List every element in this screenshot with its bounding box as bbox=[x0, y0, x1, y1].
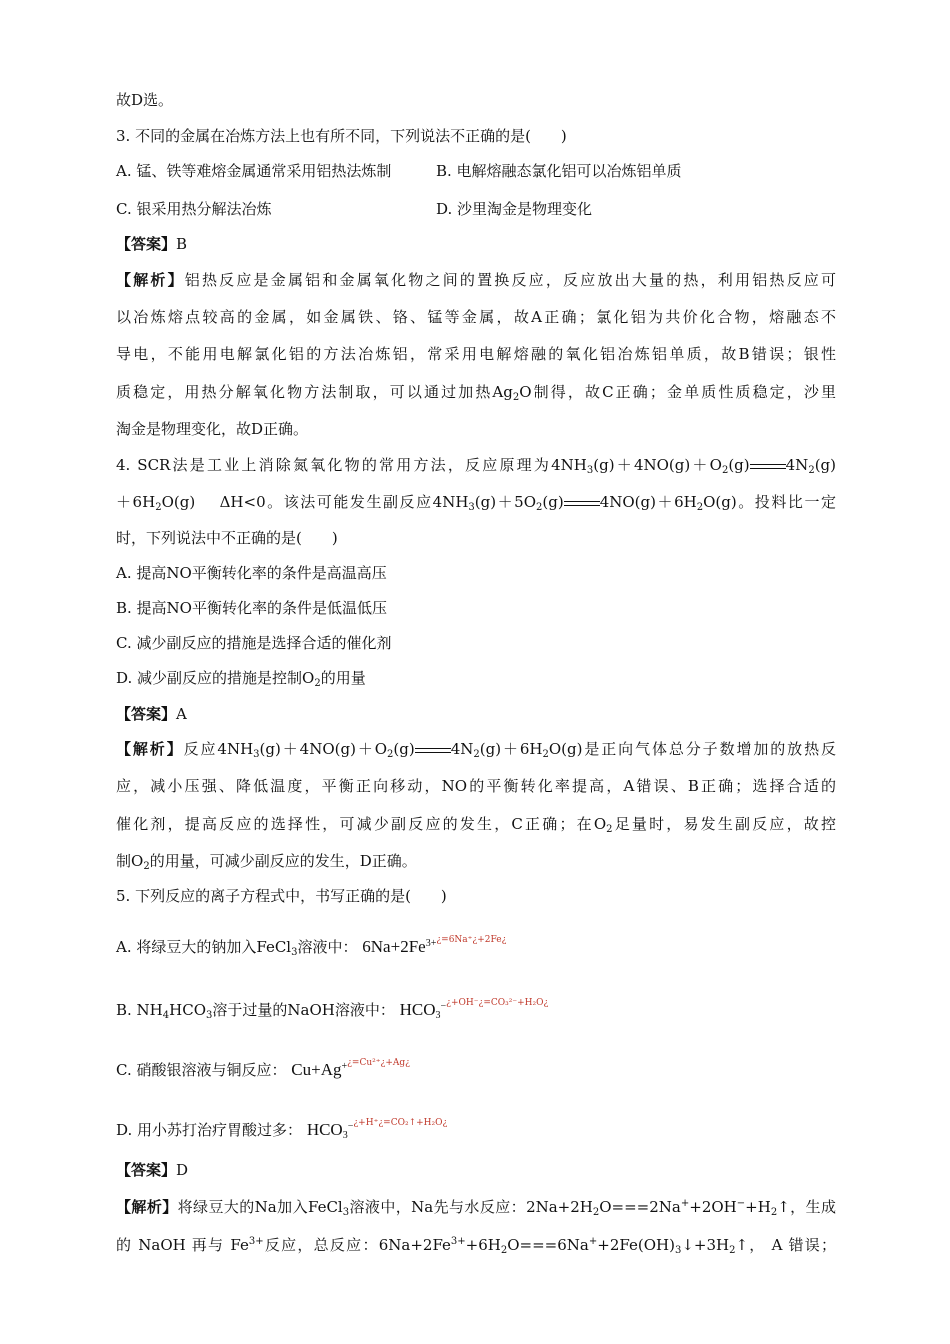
analysis-line: 制$O_2$的用量，可减少副反应的发生，D正确。 bbox=[116, 852, 417, 872]
equilibrium-arrow bbox=[564, 498, 600, 508]
option-a: A. 提高NO平衡转化率的条件是高温高压 bbox=[116, 564, 387, 582]
analysis-line: 应，减小压强、降低温度，平衡正向移动，NO的平衡转化率提高，A错误、B正确；选择合适的 bbox=[116, 777, 836, 795]
option-c: C. 硝酸银溶液与铜反应： $Cu+Ag^{+¿=Cu^{2+}¿+Ag¿}$ bbox=[116, 1058, 410, 1079]
equation-c: Cu+Ag+ bbox=[291, 1060, 348, 1079]
question-5-answer: 【答案】D bbox=[116, 1161, 189, 1179]
option-a: A. 锰、铁等难熔金属通常采用铝热法炼制 bbox=[116, 162, 392, 180]
option-c: C. 银采用热分解法冶炼 bbox=[116, 200, 272, 218]
garbled-equation-tail: ¿=Cu²⁺¿+Ag¿ bbox=[347, 1058, 410, 1068]
analysis-line: 的 NaOH 再与 $Fe^{3+}$反应，总反应：$6Na+2Fe^{3+}+6H_2O===6Na^++2Fe(OH)_3↓+3H_2↑$， A 错误； bbox=[116, 1236, 836, 1256]
question-3-stem: 3. 不同的金属在冶炼方法上也有所不同，下列说法不正确的是( ) bbox=[116, 127, 567, 145]
option-d: D. 沙里淘金是物理变化 bbox=[436, 200, 593, 218]
question-5-analysis: 【解析】将绿豆大的Na加入FeCl$_3$溶液中，Na先与水反应：$2Na+2H_2O===2Na^++2OH^-+H_2↑$，生成 bbox=[116, 1198, 836, 1218]
question-3-analysis: 【解析】铝热反应是金属铝和金属氧化物之间的置换反应，反应放出大量的热，利用铝热反应可 bbox=[116, 271, 836, 289]
option-b: B. 提高NO平衡转化率的条件是低温低压 bbox=[116, 599, 387, 617]
equation-a: $6Na+2Fe^{3+}$ bbox=[362, 937, 437, 956]
option-b: B. 电解熔融态氯化铝可以冶炼铝单质 bbox=[436, 162, 682, 180]
garbled-equation-tail: ¿+H⁺¿=CO₂↑+H₂O¿ bbox=[353, 1118, 448, 1128]
analysis-line: 以冶炼熔点较高的金属，如金属铁、铬、锰等金属，故A正确；氯化铝为共价化合物，熔融态不 bbox=[116, 308, 836, 326]
question-5-stem: 5. 下列反应的离子方程式中，书写正确的是( ) bbox=[116, 887, 447, 905]
garbled-equation-tail: ¿+OH⁻¿=CO₃²⁻+H₂O¿ bbox=[446, 998, 549, 1008]
text-line: 故D选。 bbox=[116, 91, 174, 109]
analysis-line: 导电，不能用电解氯化铝的方法冶炼铝，常采用电解熔融的氧化铝冶炼铝单质，故B错误；银性 bbox=[116, 345, 836, 363]
question-4-answer: 【答案】A bbox=[116, 705, 187, 723]
question-3-options-cd bbox=[116, 199, 836, 219]
option-a: A. 将绿豆大的钠加入FeCl$_3$溶液中： $6Na+2Fe^{3+¿=6Na^+¿+2Fe¿}$ bbox=[116, 935, 507, 958]
option-d: D. 减少副反应的措施是控制$O_2$的用量 bbox=[116, 669, 366, 689]
question-4-analysis: 【解析】反应$4NH_3(g)+4NO(g)+O_2(g)$ $4N_2(g)+6H_2O(g)$是正向气体总分子数增加的放热反 bbox=[116, 740, 836, 760]
question-4-stem-line-2: $+6H_2O(g)$ ΔH<0。该法可能发生副反应$4NH_3(g)+5O_2(g)$ $4NO(g)+6H_2O(g)$。投料比一定 bbox=[116, 493, 836, 513]
equation-d: $HCO_3^-$ bbox=[306, 1120, 354, 1141]
option-b: B. $NH_4HCO_3$溶于过量的NaOH溶液中： $HCO_3^{-¿+OH^-¿=CO_3^{2-}+H_2O¿}$ bbox=[116, 998, 549, 1021]
equilibrium-arrow bbox=[750, 461, 786, 471]
analysis-line: 催化剂，提高反应的选择性，可减少副反应的发生，C正确；在$O_2$足量时，易发生副反应，故控 bbox=[116, 815, 836, 835]
analysis-line: 质稳定，用热分解氧化物方法制取，可以通过加热$Ag_2O$制得，故C正确；金单质性质稳定，沙里 bbox=[116, 383, 837, 403]
question-3-answer: 【答案】B bbox=[116, 235, 188, 253]
garbled-equation-tail: ¿=6Na⁺¿+2Fe¿ bbox=[436, 935, 507, 945]
equilibrium-arrow bbox=[415, 745, 451, 755]
question-3-options-ab bbox=[116, 161, 836, 181]
option-c: C. 减少副反应的措施是选择合适的催化剂 bbox=[116, 634, 392, 652]
analysis-line: 淘金是物理变化，故D正确。 bbox=[116, 420, 309, 438]
question-4-stem: 4. SCR法是工业上消除氮氧化物的常用方法，反应原理为$4NH_3(g)+4NO(g)+O_2(g)$ $4N_2(g)$ bbox=[116, 456, 836, 476]
question-4-stem-line-3: 时，下列说法中不正确的是( ) bbox=[116, 529, 338, 547]
option-d: D. 用小苏打治疗胃酸过多： $HCO_3^{-¿+H^+¿=CO_2↑+H_2O¿}$ bbox=[116, 1118, 448, 1141]
equation-b: $HCO_3^-$ bbox=[399, 1000, 447, 1021]
